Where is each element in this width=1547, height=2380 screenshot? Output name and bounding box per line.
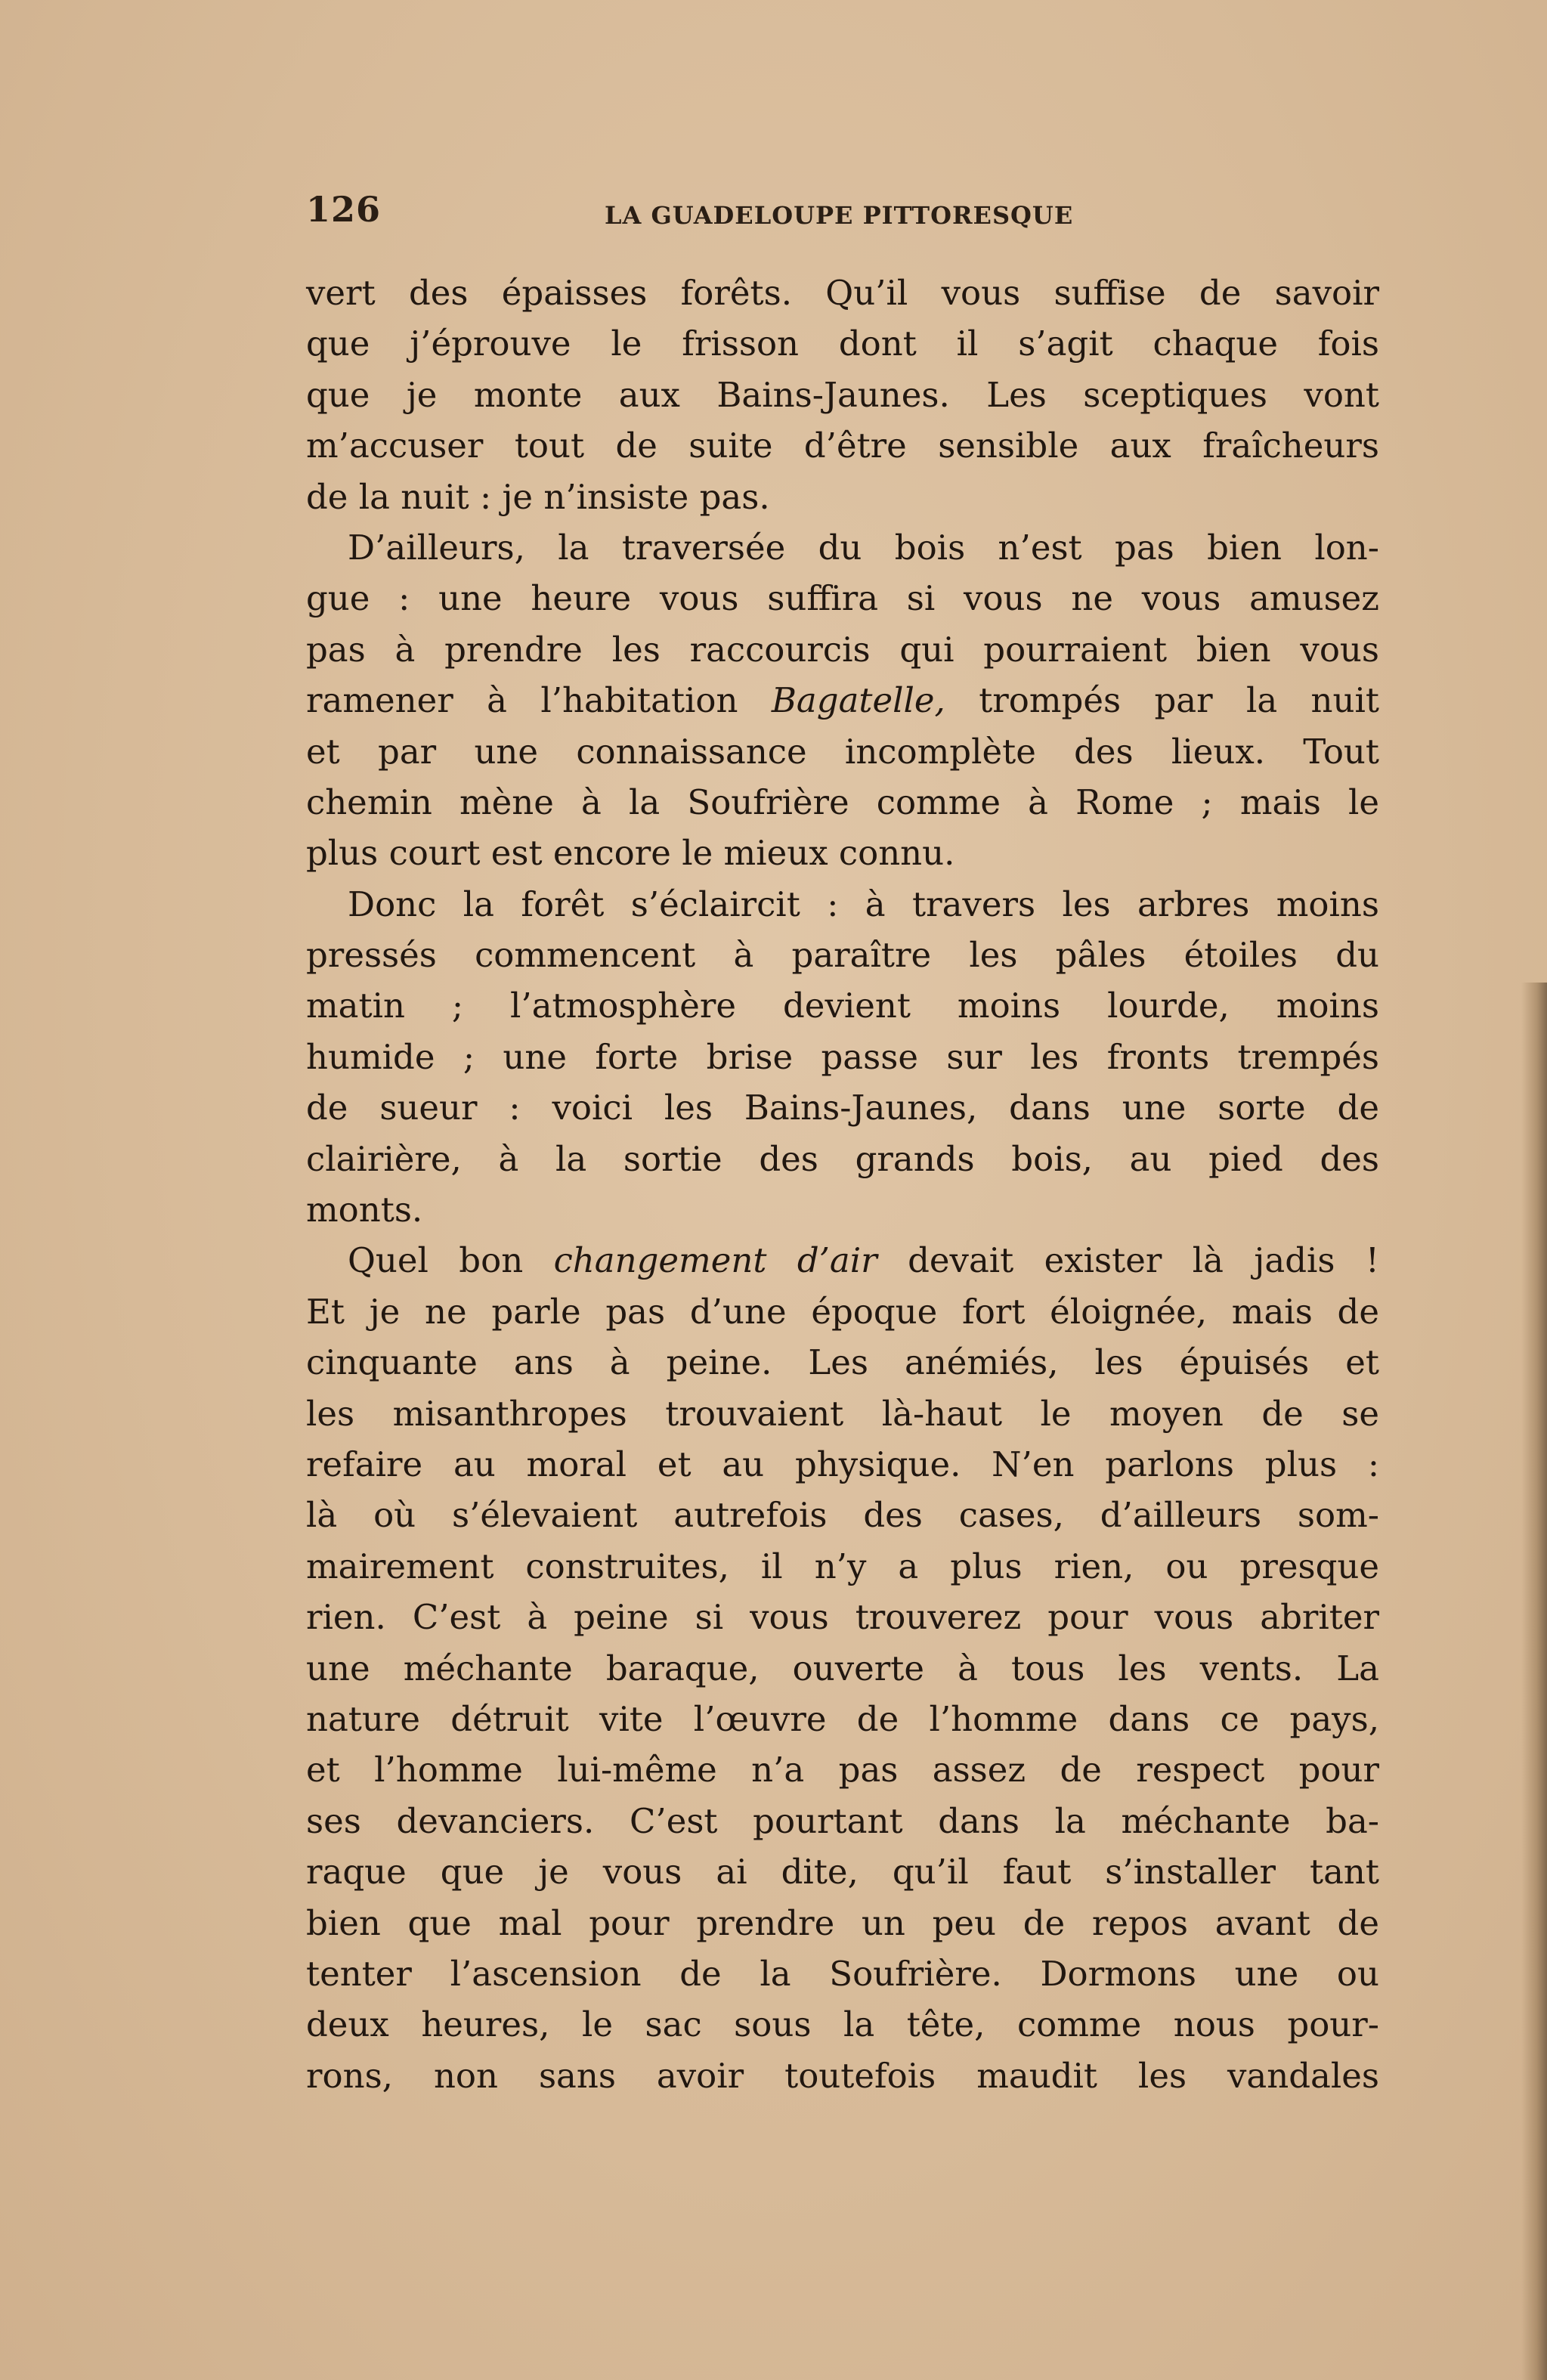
text-run: cinquante ans à peine. Les anémiés, les épuisés et (306, 1342, 1379, 1383)
text-run: bien que mal pour prendre un peu de repos avant de (306, 1902, 1379, 1943)
text-line (306, 675, 1379, 726)
text-run: vert des épaisses forêts. Qu’il vous suffise de savoir (306, 273, 1379, 313)
text-line (306, 1235, 1379, 1286)
text-run: ramener à l’habitation (306, 680, 772, 721)
text-run: pas à prendre les raccourcis qui pourraient bien vous (306, 629, 1379, 670)
text-line (306, 1694, 1379, 1744)
text-line (306, 1643, 1379, 1694)
text-line (306, 2050, 1379, 2101)
text-line (306, 726, 1379, 777)
text-line (306, 318, 1379, 369)
text-line (306, 1439, 1379, 1490)
text-line (306, 370, 1379, 420)
text-run: refaire au moral et au physique. N’en parlons plus : (306, 1444, 1379, 1484)
text-run: Donc la forêt s’éclaircit : à travers les arbres moins (348, 884, 1379, 924)
text-run: devait exister là jadis ! (877, 1240, 1379, 1281)
text-run: mairement construites, il n’y a plus rien, ou presque (306, 1546, 1379, 1586)
text-run: gue : une heure vous suffira si vous ne vous amusez (306, 578, 1379, 619)
text-run: ses devanciers. C’est pourtant dans la méchante ba- (306, 1800, 1379, 1841)
text-line (306, 980, 1379, 1031)
text-run: là où s’élevaient autrefois des cases, d’ailleurs som- (306, 1495, 1379, 1536)
text-run: rons, non sans avoir toutefois maudit les vandales (306, 2055, 1379, 2096)
italic-text: Bagatelle, (771, 680, 945, 721)
page-header (306, 189, 1379, 242)
text-line (306, 624, 1379, 675)
text-line (306, 1796, 1379, 1846)
text-run: et l’homme lui-même n’a pas assez de respect pour (306, 1750, 1379, 1790)
text-run: rien. C’est à peine si vous trouverez pour vous abriter (306, 1597, 1379, 1638)
text-line (306, 1846, 1379, 1897)
text-run: humide ; une forte brise passe sur les fronts trempés (306, 1036, 1379, 1077)
text-line (306, 930, 1379, 980)
text-run: clairière, à la sortie des grands bois, au pied des (306, 1138, 1379, 1179)
text-run: les misanthropes trouvaient là-haut le moyen de se (306, 1393, 1379, 1434)
text-line (306, 1999, 1379, 2050)
italic-text: changement d’air (553, 1240, 877, 1281)
text-line (306, 1948, 1379, 1999)
page-number: 126 (306, 189, 382, 230)
text-line (306, 573, 1379, 624)
text-run: raque que je vous ai dite, qu’il faut s’installer tant (306, 1852, 1379, 1893)
text-run: Quel bon (348, 1240, 554, 1281)
text-run: m’accuser tout de suite d’être sensible aux fraîcheurs (306, 426, 1379, 466)
text-run: Et je ne parle pas d’une époque fort éloignée, mais de (306, 1291, 1379, 1332)
text-line (306, 1744, 1379, 1795)
text-line (306, 1541, 1379, 1592)
text-run: tenter l’ascension de la Soufrière. Dormons une ou (306, 1953, 1379, 1994)
text-run: D’ailleurs, la traversée du bois n’est pas bien lon- (348, 527, 1379, 568)
text-run: pressés commencent à paraître les pâles étoiles du (306, 935, 1379, 976)
running-title: LA GUADELOUPE PITTORESQUE (605, 201, 1074, 230)
text-line (306, 828, 1379, 878)
text-run: de sueur : voici les Bains-Jaunes, dans une sorte de (306, 1088, 1379, 1128)
text-line (306, 1337, 1379, 1388)
text-line (306, 420, 1379, 471)
text-line (306, 1082, 1379, 1133)
text-line (306, 1898, 1379, 1948)
text-line (306, 472, 1379, 522)
text-run: une méchante baraque, ouverte à tous les vents. La (306, 1648, 1379, 1688)
text-line (306, 1490, 1379, 1540)
text-line (306, 522, 1379, 573)
text-line (306, 1032, 1379, 1082)
page-edge-shadow (1521, 983, 1547, 2380)
text-run: deux heures, le sac sous la tête, comme nous pour- (306, 2004, 1379, 2045)
text-line (306, 1286, 1379, 1337)
text-line (306, 1184, 1379, 1235)
text-run: que je monte aux Bains-Jaunes. Les sceptiques vont (306, 374, 1379, 415)
text-line (306, 1388, 1379, 1439)
text-line (306, 268, 1379, 318)
text-line (306, 879, 1379, 930)
text-run: plus court est encore le mieux connu. (306, 833, 955, 874)
text-line (306, 1134, 1379, 1184)
text-run: matin ; l’atmosphère devient moins lourde, moins (306, 986, 1379, 1026)
text-run: monts. (306, 1190, 423, 1230)
text-run: trompés par la nuit (945, 680, 1379, 721)
text-run: que j’éprouve le frisson dont il s’agit chaque fois (306, 323, 1379, 364)
text-line (306, 1592, 1379, 1642)
text-run: nature détruit vite l’œuvre de l’homme dans ce pays, (306, 1698, 1379, 1739)
text-run: de la nuit : je n’insiste pas. (306, 476, 770, 517)
body-text (306, 268, 1379, 2101)
text-line (306, 777, 1379, 828)
text-run: chemin mène à la Soufrière comme à Rome ; mais le (306, 781, 1379, 822)
text-run: et par une connaissance incomplète des lieux. Tout (306, 731, 1379, 772)
